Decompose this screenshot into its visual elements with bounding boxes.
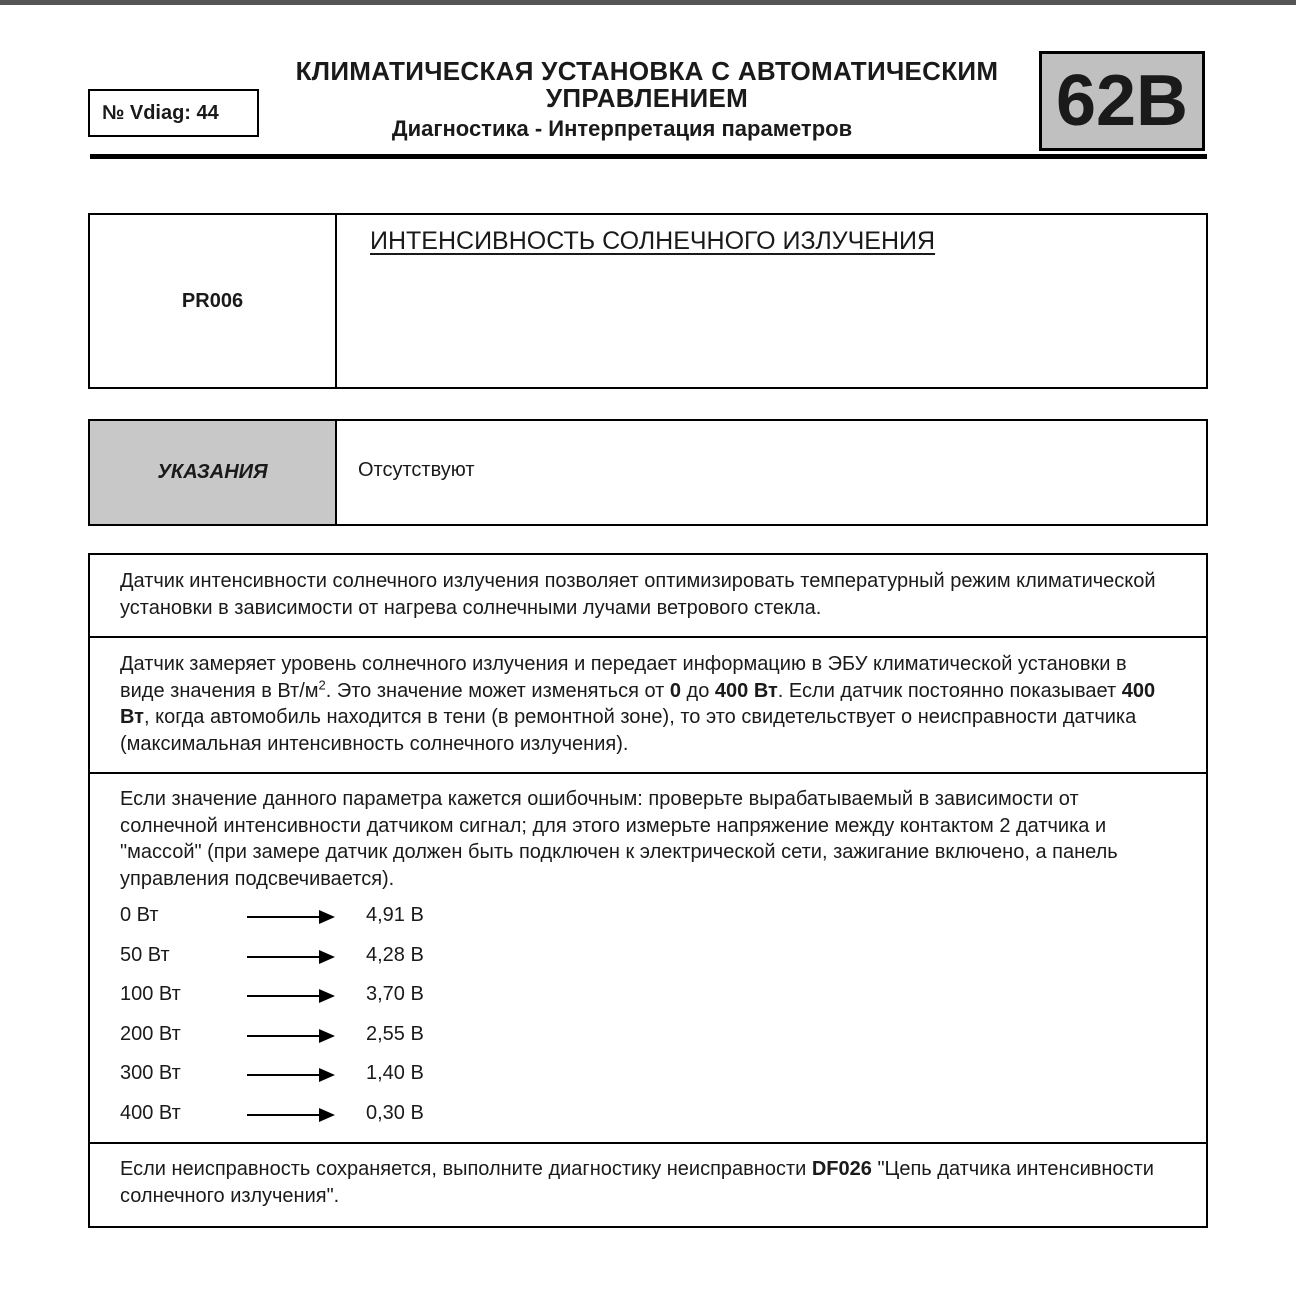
divider xyxy=(90,636,1206,638)
arrow-right-icon xyxy=(247,1068,335,1082)
voltage-value: 2,55 В xyxy=(366,1023,424,1045)
parameter-code: PR006 xyxy=(90,215,337,387)
power-value: 300 Вт xyxy=(120,1062,181,1084)
page-title-line1: КЛИМАТИЧЕСКАЯ УСТАНОВКА С АВТОМАТИЧЕСКИМ xyxy=(295,56,999,86)
voltage-value: 1,40 В xyxy=(366,1062,424,1084)
table-row xyxy=(120,944,520,970)
arrow-right-icon xyxy=(247,1108,335,1122)
parameter-box xyxy=(88,213,1208,389)
power-value: 100 Вт xyxy=(120,983,181,1005)
header-divider xyxy=(90,154,1207,159)
voltage-value: 4,91 В xyxy=(366,904,424,926)
power-value: 200 Вт xyxy=(120,1023,181,1045)
voltage-value: 4,28 В xyxy=(366,944,424,966)
arrow-right-icon xyxy=(247,989,335,1003)
voltage-value: 0,30 В xyxy=(366,1102,424,1124)
divider xyxy=(90,772,1206,774)
page-title-line2: УПРАВЛЕНИЕМ xyxy=(545,83,749,113)
page-subtitle: Диагностика - Интерпретация параметров xyxy=(391,116,853,141)
arrow-right-icon xyxy=(247,950,335,964)
power-value: 400 Вт xyxy=(120,1102,181,1124)
table-row xyxy=(120,1102,520,1128)
paragraph-next-step: Если неисправность сохраняется, выполните диагностику неисправности DF026 "Цепь датчика интенсивности солнечного излучения". xyxy=(120,1158,1154,1207)
vdiag-box: № Vdiag: 44 xyxy=(88,89,259,137)
table-row xyxy=(120,1062,520,1088)
table-row xyxy=(120,1023,520,1049)
paragraph-check: Если значение данного параметра кажется ошибочным: проверьте вырабатываемый в зависимости от солнечной интенсивности датчиком сигнал; для этого измерьте напряжение между контактом 2 датчика и "массой" (при замере датчик должен быть подключен к электрической сети, зажигание включено, а панель управления подсвечивается). xyxy=(120,788,1118,890)
table-row xyxy=(120,904,520,930)
description-box xyxy=(88,553,1208,1228)
instructions-text: Отсутствуют xyxy=(358,459,475,481)
power-value: 0 Вт xyxy=(120,904,159,926)
parameter-title: ИНТЕНСИВНОСТЬ СОЛНЕЧНОГО ИЗЛУЧЕНИЯ xyxy=(370,227,936,255)
arrow-right-icon xyxy=(247,910,335,924)
section-code-box: 62B xyxy=(1039,51,1205,151)
paragraph-measurement: Датчик замеряет уровень солнечного излучения и передает информацию в ЭБУ климатической установки в виде значения в $Вт/м^2$. Это значение может изменяться от 0 до 400 Вт. Если датчик постоянно показывает 400 Вт, когда автомобиль находится в тени (в ремонтной зоне), то это свидетельствует о неисправности датчика (максимальная интенсивность солнечного излучения). xyxy=(120,653,1156,755)
paragraph-purpose: Датчик интенсивности солнечного излучения позволяет оптимизировать температурный режим климатической установки в зависимости от нагрева солнечными лучами ветрового стекла. xyxy=(120,570,1156,619)
instructions-label: УКАЗАНИЯ xyxy=(90,421,337,524)
divider xyxy=(90,1142,1206,1144)
arrow-right-icon xyxy=(247,1029,335,1043)
power-value: 50 Вт xyxy=(120,944,170,966)
voltage-value: 3,70 В xyxy=(366,983,424,1005)
top-border xyxy=(0,0,1296,5)
table-row xyxy=(120,983,520,1009)
instructions-box xyxy=(88,419,1208,526)
page-title xyxy=(262,58,1032,112)
